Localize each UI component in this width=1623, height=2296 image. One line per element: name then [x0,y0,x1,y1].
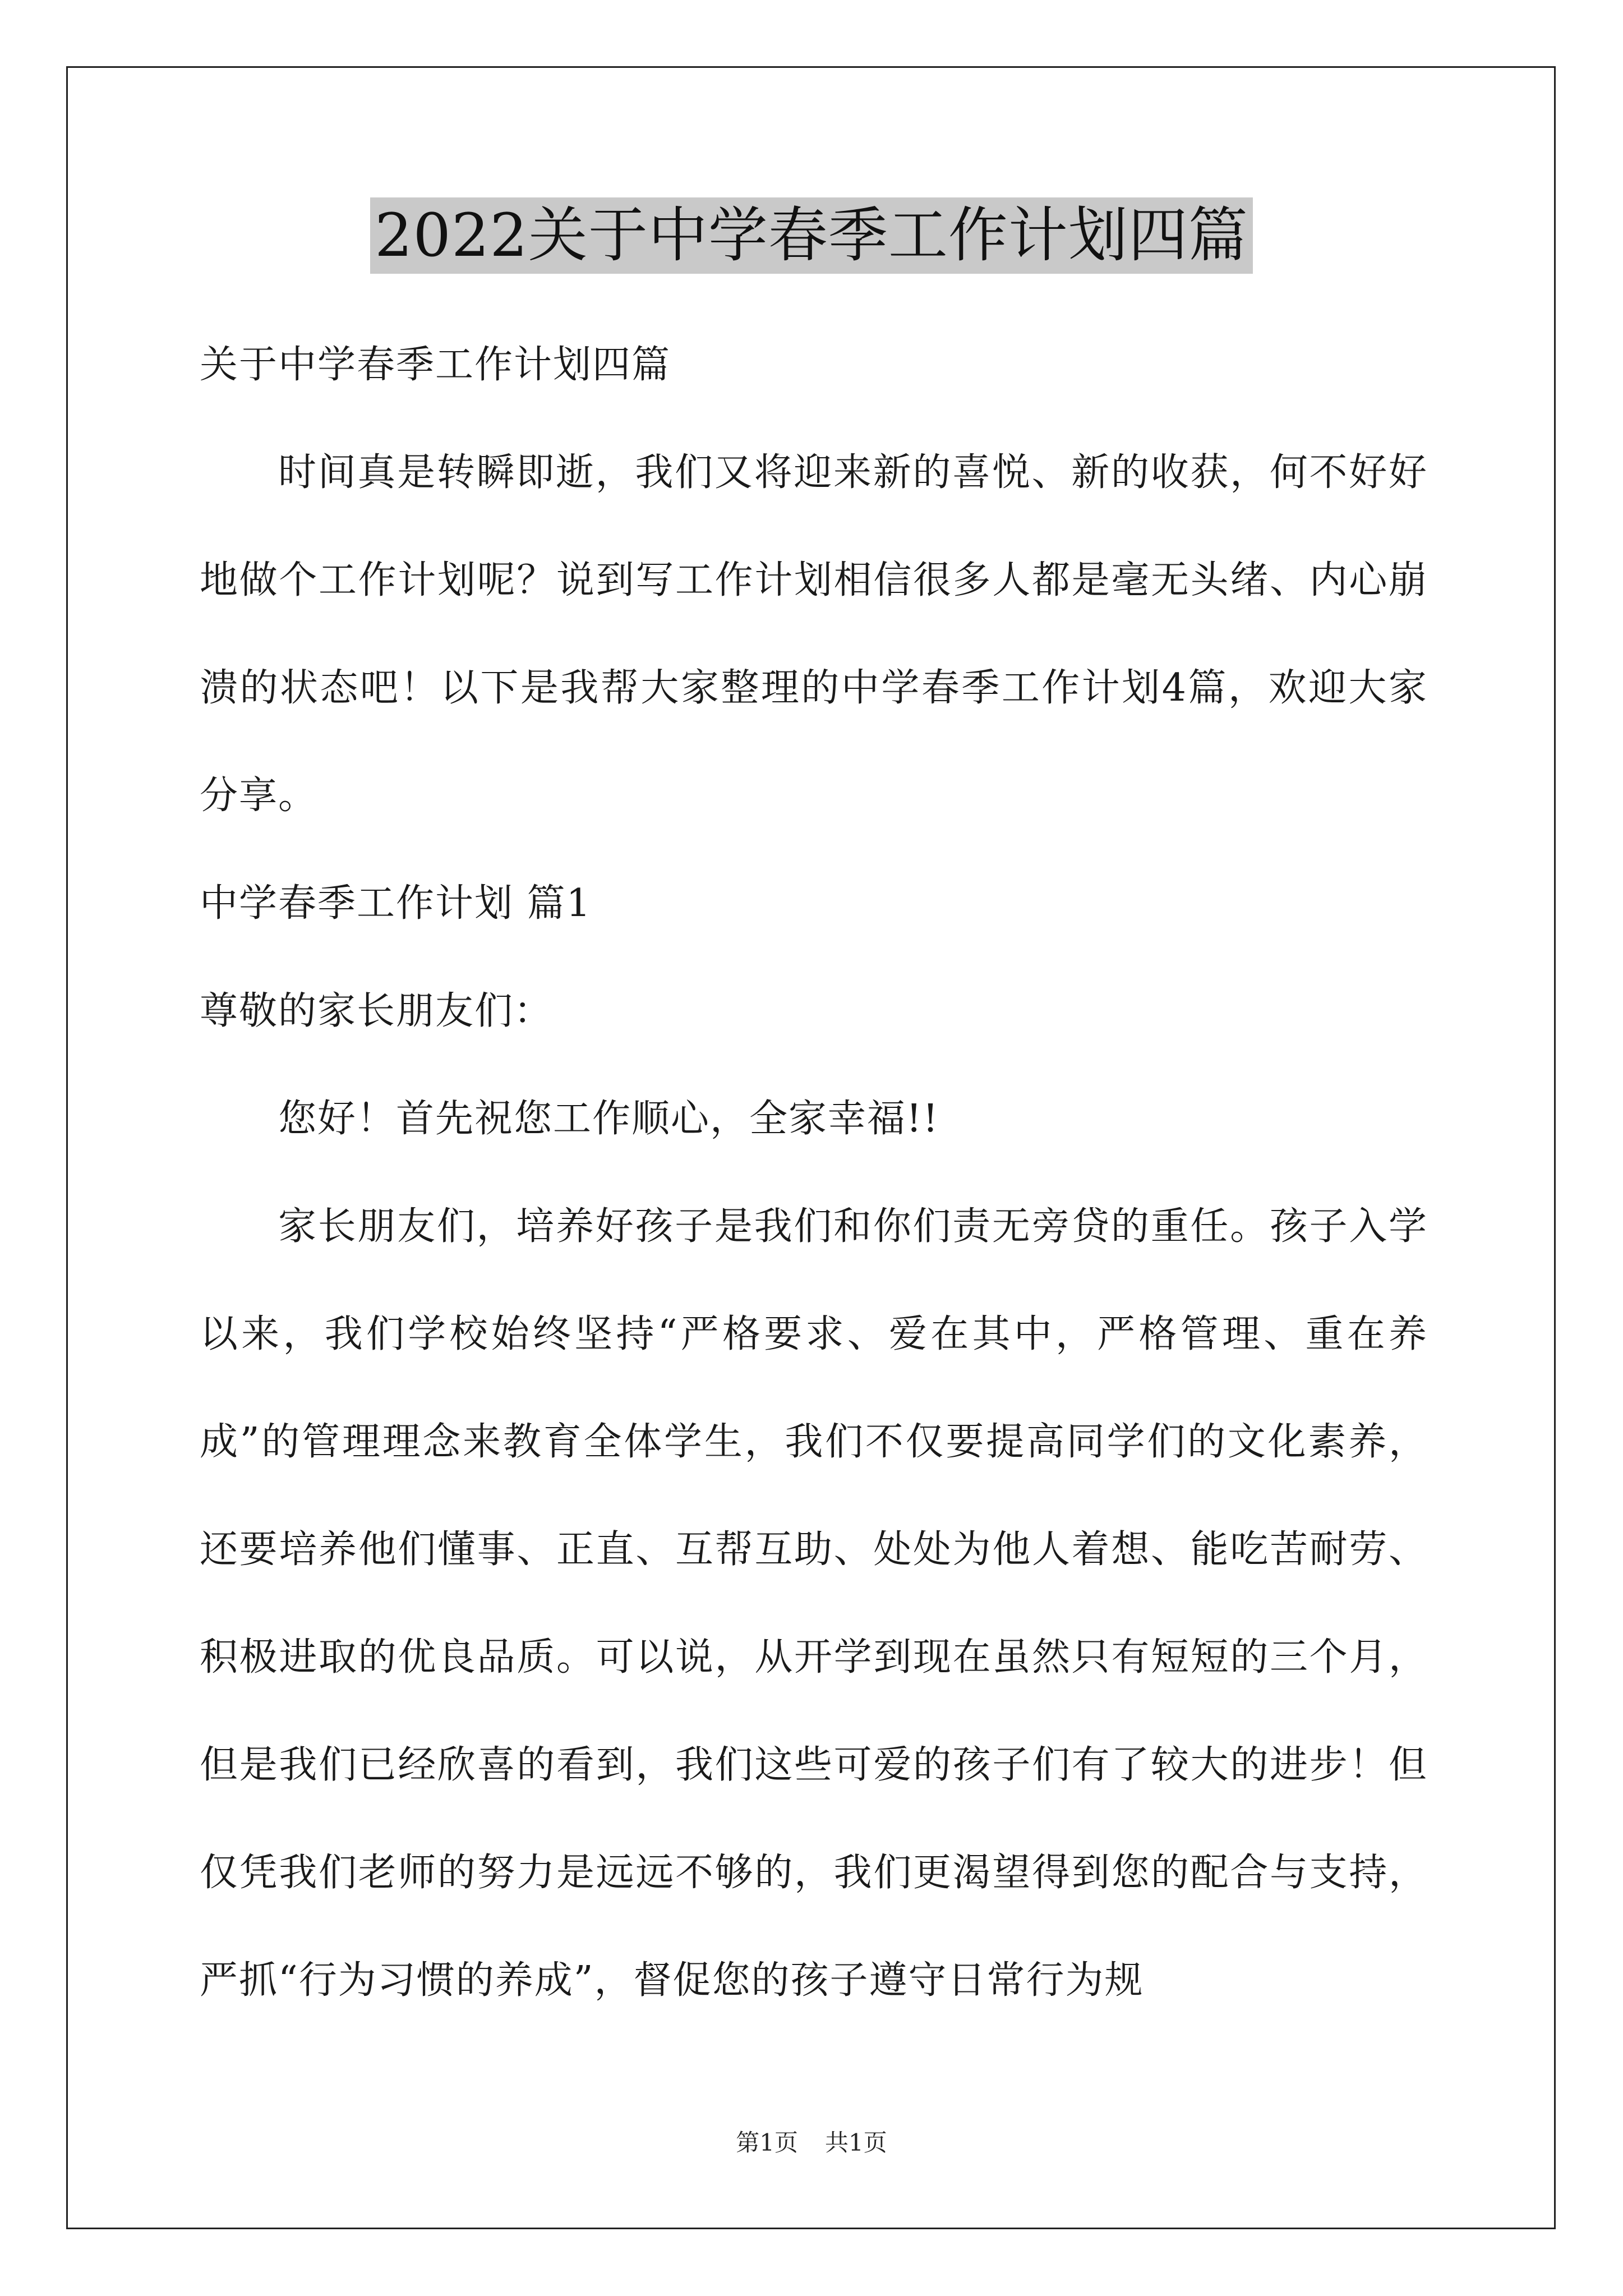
document-body [200,311,1428,2035]
greeting-paragraph: 您好！首先祝您工作顺心，全家幸福!! [278,1097,939,1141]
page-number: 第1页 [736,2129,798,2156]
section-heading: 中学春季工作计划 篇1 [200,881,592,926]
title-container [0,197,1623,274]
document-title: 2022关于中学春季工作计划四篇 [370,197,1253,274]
document-subtitle: 关于中学春季工作计划四篇 [200,343,671,387]
page-footer [0,2126,1623,2160]
body-paragraph: 家长朋友们，培养好孩子是我们和你们责无旁贷的重任。孩子入学以来，我们学校始终坚持“严格要求、爱在其中，严格管理、重在养成”的管理理念来教育全体学生，我们不仅要提高同学们的文化素养，还要培养他们懂事、正直、互帮互助、处处为他人着想、能吃苦耐劳、积极进取的优良品质。可以说，从开学到现在虽然只有短短的三个月，但是我们已经欣喜的看到，我们这些可爱的孩子们有了较大的进步！但仅凭我们老师的努力是远远不够的，我们更渴望得到您的配合与支持，严抓“行为习惯的养成”，督促您的孩子遵守日常行为规 [200,1204,1428,2003]
salutation: 尊敬的家长朋友们： [200,989,554,1033]
page-count: 共1页 [825,2129,887,2156]
intro-paragraph: 时间真是转瞬即逝，我们又将迎来新的喜悦、新的收获，何不好好地做个工作计划呢？说到写工作计划相信很多人都是毫无头绪、内心崩溃的状态吧！以下是我帮大家整理的中学春季工作计划4篇，欢迎大家分享。 [200,450,1428,818]
